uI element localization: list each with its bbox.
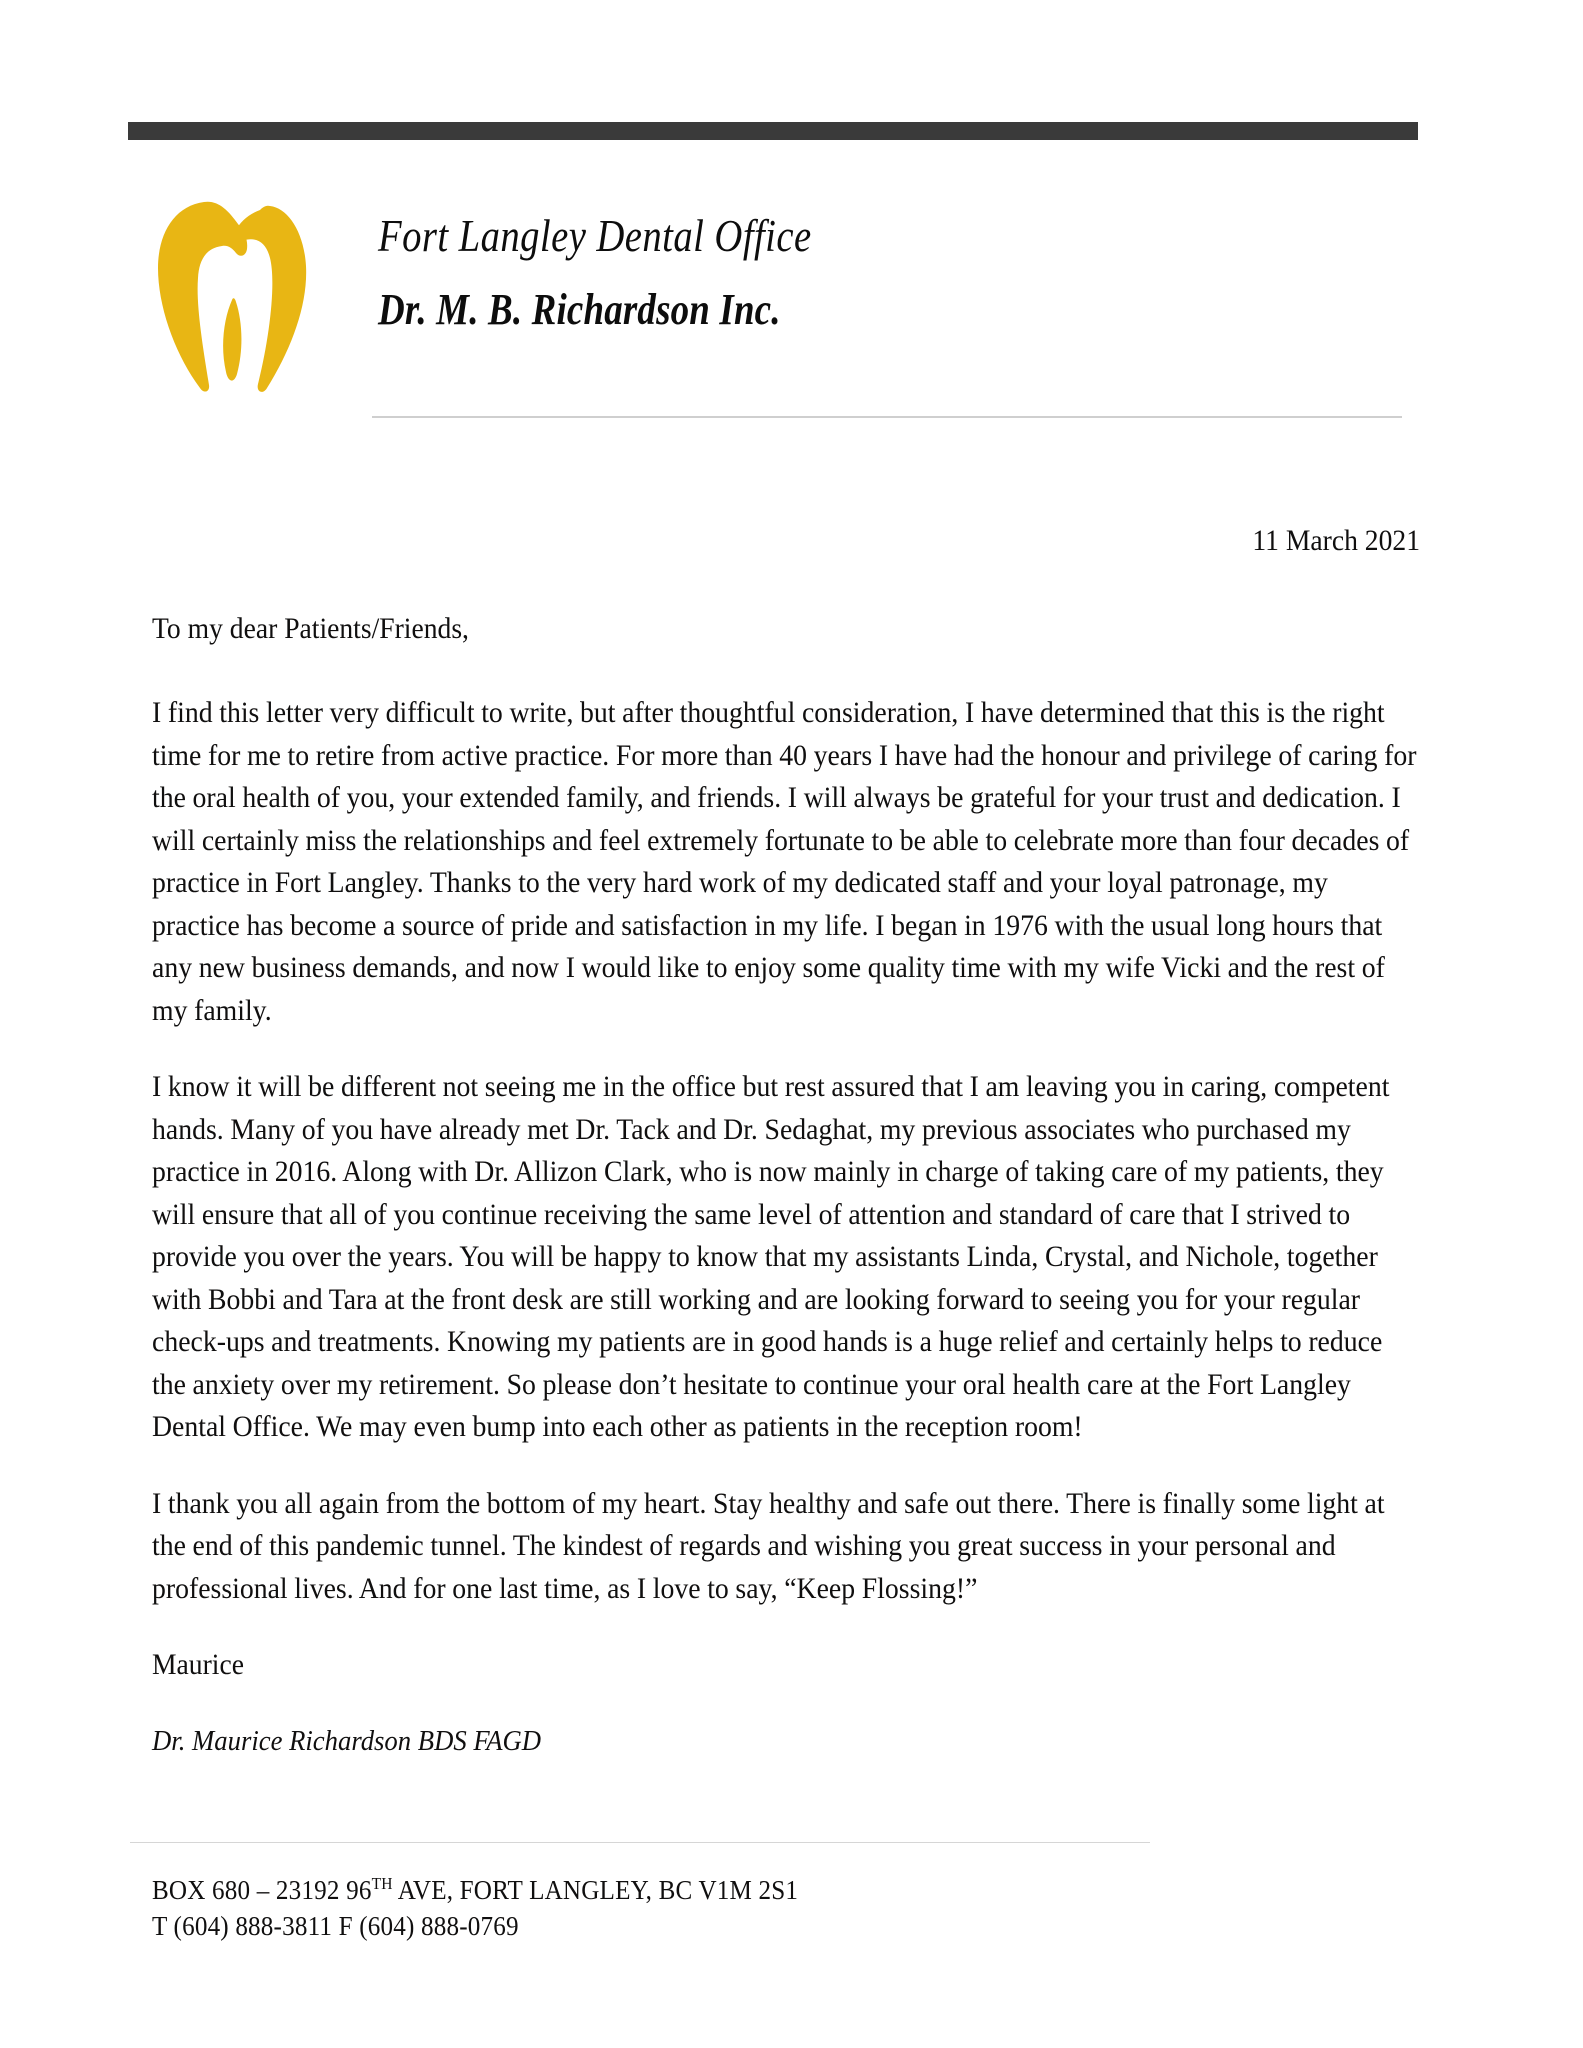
letterhead bbox=[128, 196, 1418, 426]
practice-name: Fort Langley Dental Office bbox=[378, 211, 812, 261]
tooth-logo bbox=[152, 196, 312, 392]
footer-address-suffix: AVE, FORT LANGLEY, BC V1M 2S1 bbox=[392, 1875, 799, 1905]
footer bbox=[152, 1872, 1352, 1944]
header-bar bbox=[128, 122, 1418, 140]
letter-paragraph: I know it will be different not seeing me in the office but rest assured that I am leaving you in caring, competent hands. Many of you have already met Dr. Tack and Dr. Sedaghat, my previous associates who purchased my practice in 2016. Along with Dr. Allizon Clark, who is now mainly in charge of taking care of my patients, they will ensure that all of you continue receiving the same level of attention and standard of care that I strived to provide you over the years. You will be happy to know that my assistants Linda, Crystal, and Nichole, together with Bobbi and Tara at the front desk are still working and are looking forward to seeing you for your regular check-ups and treatments. Knowing my patients are in good hands is a huge relief and certainly helps to reduce the anxiety over my retirement. So please don’t hesitate to continue your oral health care at the Fort Langley Dental Office. We may even bump into each other as patients in the reception room! bbox=[152, 1070, 1390, 1443]
brand-block bbox=[378, 206, 1378, 340]
footer-divider bbox=[130, 1842, 1150, 1843]
letter-credential: Dr. Maurice Richardson BDS FAGD bbox=[152, 1725, 542, 1757]
letter-salutation: To my dear Patients/Friends, bbox=[152, 612, 469, 645]
footer-address-prefix: BOX 680 – 23192 96 bbox=[152, 1875, 372, 1905]
letter-body bbox=[152, 520, 1420, 1762]
footer-address bbox=[152, 1872, 1268, 1908]
letter-signoff: Maurice bbox=[152, 1648, 244, 1681]
letter-paragraph: I thank you all again from the bottom of my heart. Stay healthy and safe out there. There is finally some light at the end of this pandemic tunnel. The kindest of regards and wishing you great success in your personal and professional lives. And for one last time, as I love to say, “Keep Flossing!” bbox=[152, 1486, 1385, 1605]
letter-date: 11 March 2021 bbox=[1252, 524, 1420, 557]
doctor-name: Dr. M. B. Richardson Inc. bbox=[378, 285, 781, 334]
letterhead-divider bbox=[372, 416, 1402, 418]
footer-address-superscript: TH bbox=[371, 1874, 393, 1893]
letter-paragraph: I find this letter very difficult to write, but after thoughtful consideration, I have determined that this is the right time for me to retire from active practice. For more than 40 years I have had the honour and privilege of caring for the oral health of you, your extended family, and friends. I will always be grateful for your trust and dedication. I will certainly miss the relationships and feel extremely fortunate to be able to celebrate more than four decades of practice in Fort Langley. Thanks to the very hard work of my dedicated staff and your loyal patronage, my practice has become a source of pride and satisfaction in my life. I began in 1976 with the usual long hours that any new business demands, and now I would like to enjoy some quality time with my wife Vicki and the rest of my family. bbox=[152, 696, 1417, 1027]
footer-contact: T (604) 888-3811 F (604) 888-0769 bbox=[152, 1911, 519, 1941]
